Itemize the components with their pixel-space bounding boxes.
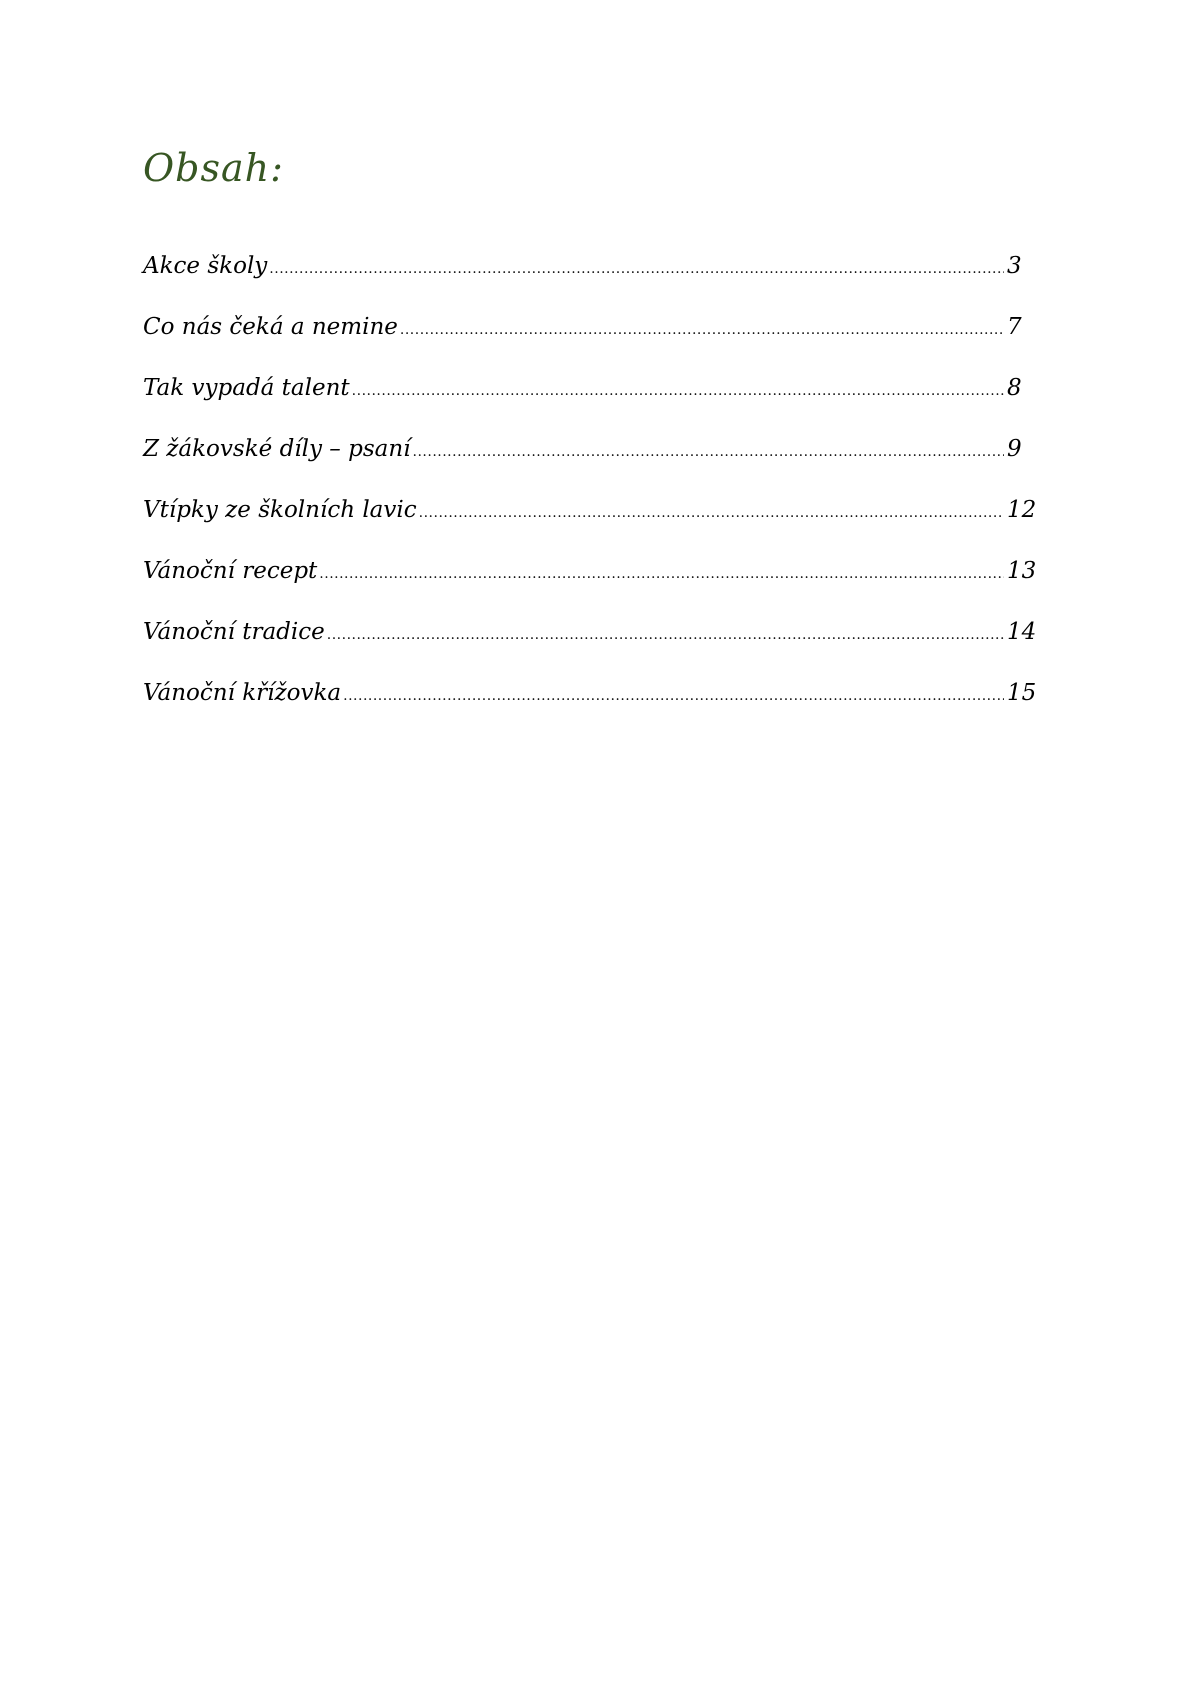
toc-entry-co-nas-ceka[interactable] <box>143 314 1043 375</box>
toc-entry-label: Vánoční křížovka <box>143 680 342 706</box>
toc-entry-label: Vánoční recept <box>143 558 318 584</box>
toc-entry-label: Z žákovské díly – psaní <box>143 436 411 462</box>
toc-entry-page-number: 8 <box>1007 375 1022 401</box>
toc-entry-label: Vánoční tradice <box>143 619 325 645</box>
toc-entry-page-number: 13 <box>1007 558 1037 584</box>
toc-entry-tak-vypada-talent[interactable] <box>143 375 1043 436</box>
dot-leader <box>400 322 1004 338</box>
dot-leader <box>352 383 1004 399</box>
dot-leader <box>319 566 1004 582</box>
toc-entry-vanocni-krizovka[interactable] <box>143 680 1043 741</box>
toc-entry-page-number: 15 <box>1007 680 1037 706</box>
dot-leader <box>419 505 1004 521</box>
toc-entry-label: Tak vypadá talent <box>143 375 350 401</box>
toc-entry-vanocni-tradice[interactable] <box>143 619 1043 680</box>
toc-heading: Obsah: <box>143 146 284 190</box>
toc-entry-label: Co nás čeká a nemine <box>143 314 398 340</box>
dot-leader <box>327 627 1004 643</box>
toc-entry-akce-skoly[interactable] <box>143 253 1043 314</box>
dot-leader <box>343 688 1004 704</box>
dot-leader <box>269 261 1004 277</box>
dot-leader <box>413 444 1004 460</box>
table-of-contents <box>143 253 1043 741</box>
toc-entry-vtipky[interactable] <box>143 497 1043 558</box>
toc-entry-label: Akce školy <box>143 253 268 279</box>
toc-entry-page-number: 3 <box>1007 253 1022 279</box>
toc-entry-page-number: 12 <box>1007 497 1037 523</box>
toc-entry-page-number: 14 <box>1007 619 1037 645</box>
toc-entry-label: Vtípky ze školních lavic <box>143 497 417 523</box>
toc-entry-page-number: 9 <box>1007 436 1022 462</box>
toc-entry-zakovske-dily[interactable] <box>143 436 1043 497</box>
toc-entry-vanocni-recept[interactable] <box>143 558 1043 619</box>
toc-entry-page-number: 7 <box>1007 314 1022 340</box>
